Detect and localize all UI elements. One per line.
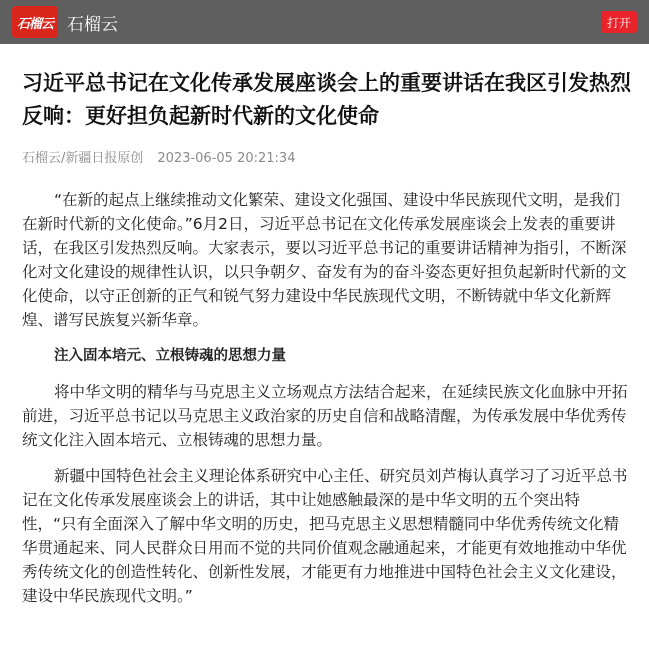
article-paragraph: 将中华文明的精华与马克思主义立场观点方法结合起来，在延续民族文化血脉中开拓前进，习近平总书记以马克思主义政治家的历史自信和战略清醒，为传承发展中华优秀传统文化注入固本培元、立根铸魂的思想力量。 [22, 383, 628, 449]
article-meta [22, 147, 631, 166]
app-name: 石榴云 [67, 14, 118, 35]
article-subheading: 注入固本培元、立根铸魂的思想力量 [54, 348, 286, 364]
logo-text: 石榴云 [16, 16, 53, 32]
article-body [22, 188, 631, 608]
article-title: 习近平总书记在文化传承发展座谈会上的重要讲话在我区引发热烈反响：更好担负起新时代新的文化使命 [22, 71, 631, 128]
app-header [0, 0, 649, 44]
article [0, 67, 649, 608]
article-paragraph: 新疆中国特色社会主义理论体系研究中心主任、研究员刘芦梅认真学习了习近平总书记在文化传承发展座谈会上的讲话，其中让她感触最深的是中华文明的五个突出特性，“只有全面深入了解中华文明的历史，把马克思主义思想精髓同中华优秀传统文化精华贯通起来、同人民群众日用而不觉的共同价值观念融通起来，才能更有效地推动中华优秀传统文化的创造性转化、创新性发展，才能更有力地推进中国特色社会主义文化建设，建设中华民族现代文明。” [22, 467, 628, 605]
article-datetime: 2023-06-05 20:21:34 [157, 151, 296, 166]
article-paragraph: “在新的起点上继续推动文化繁荣、建设文化强国、建设中华民族现代文明，是我们在新时代新的文化使命。”6月2日，习近平总书记在文化传承发展座谈会上发表的重要讲话，在我区引发热烈反响。大家表示，要以习近平总书记的重要讲话精神为指引，不断深化对文化建设的规律性认识，以只争朝夕、奋发有为的奋斗姿态更好担负起新时代新的文化使命，以守正创新的正气和锐气努力建设中华民族现代文明，不断铸就中华文化新辉煌、谱写民族复兴新华章。 [22, 191, 627, 329]
article-source: 石榴云/新疆日报原创 [22, 151, 144, 166]
open-app-button[interactable]: 打开 [601, 11, 637, 33]
app-logo[interactable] [12, 6, 58, 38]
